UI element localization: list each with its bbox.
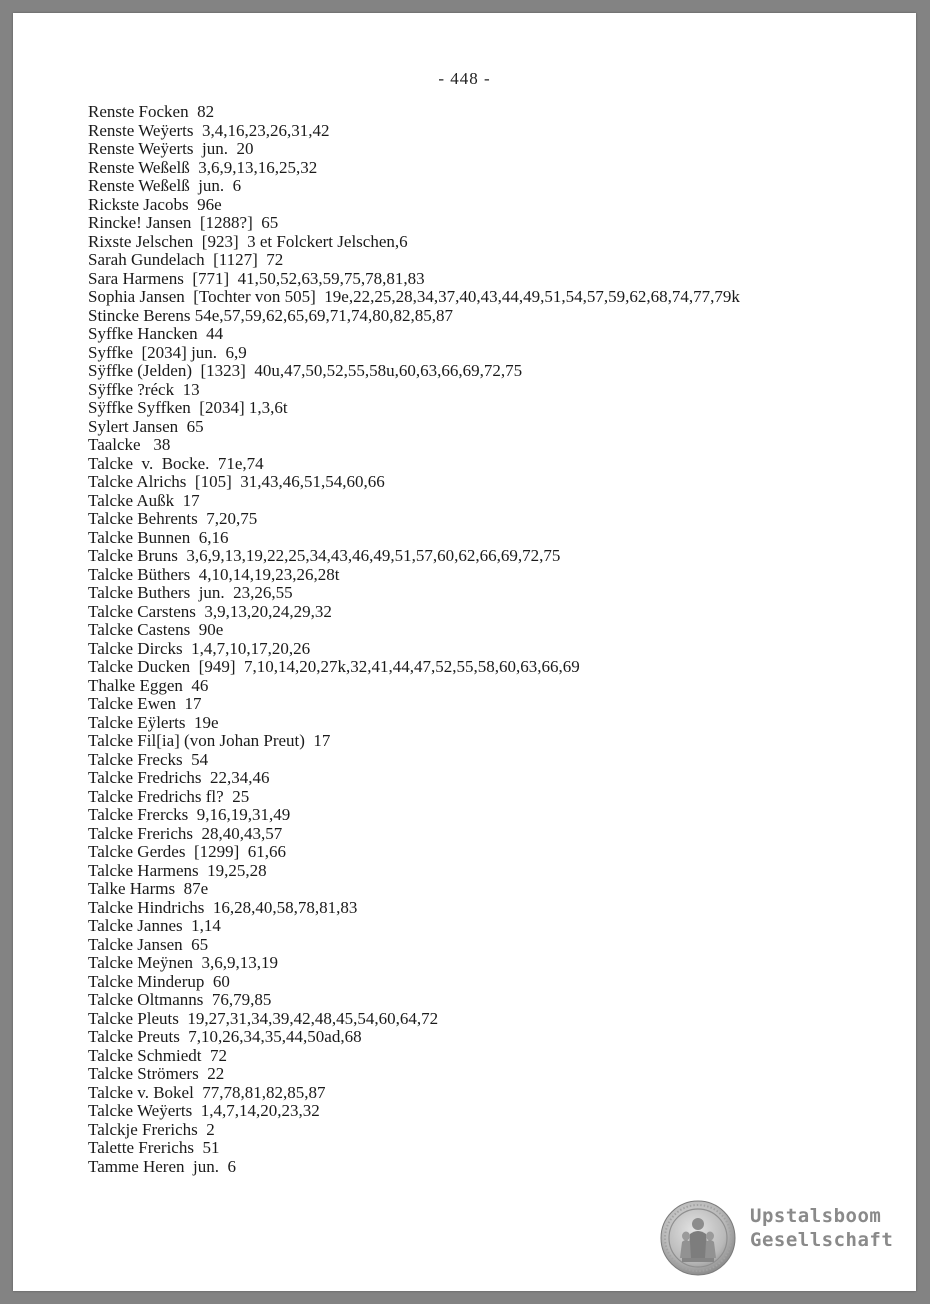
index-entry: Taalcke 38 — [88, 435, 171, 454]
index-entry: Sylert Jansen 65 — [88, 416, 204, 436]
logo-wordmark — [750, 1204, 893, 1252]
index-entry: Talcke Bruns 3,6,9,13,19,22,25,34,43,46,49,51,57,60,62,66,69,72,75 — [88, 546, 561, 565]
index-entry: Talcke Harmens 19,25,28 — [88, 860, 267, 880]
index-entry: Tamme Heren jun. 6 — [88, 1156, 236, 1176]
index-entry: Talcke Jansen 65 — [88, 934, 209, 954]
index-entry: Talcke Schmiedt 72 — [88, 1045, 228, 1065]
logo-line-1: Upstalsboom — [750, 1205, 882, 1227]
index-entry: Thalke Eggen 46 — [88, 675, 209, 695]
name-index-list — [88, 103, 740, 1176]
index-entry: Talcke Behrents 7,20,75 — [88, 509, 258, 528]
document-page — [13, 13, 916, 1291]
index-entry: Talcke Oltmanns 76,79,85 — [88, 990, 272, 1009]
index-entry: Talcke Ducken [949] 7,10,14,20,27k,32,41,44,47,52,55,58,60,63,66,69 — [88, 657, 580, 676]
index-entry: Talcke Eÿlerts 19e — [88, 712, 219, 732]
index-entry: Talcke Gerdes [1299] 61,66 — [88, 842, 287, 861]
index-entry: Syffke [2034] jun. 6,9 — [88, 342, 247, 362]
index-entry: Talcke Frerichs 28,40,43,57 — [88, 823, 283, 843]
index-entry: Talcke Ewen 17 — [88, 694, 202, 713]
index-entry: Stincke Berens 54e,57,59,62,65,69,71,74,80,82,85,87 — [88, 305, 453, 325]
index-entry: Renste Weÿerts 3,4,16,23,26,31,42 — [88, 120, 330, 140]
seal-icon — [660, 1200, 736, 1276]
index-entry: Sophia Jansen [Tochter von 505] 19e,22,25,28,34,37,40,43,44,49,51,54,57,59,62,68,74,77,79k — [88, 287, 740, 306]
index-entry: Sÿffke Syffken [2034] 1,3,6t — [88, 398, 288, 417]
index-entry: Talcke Pleuts 19,27,31,34,39,42,48,45,54,60,64,72 — [88, 1008, 439, 1028]
index-entry: Talke Harms 87e — [88, 879, 209, 898]
index-entry: Renste Weÿerts jun. 20 — [88, 139, 254, 158]
index-entry: Talcke Alrichs [105] 31,43,46,51,54,60,66 — [88, 472, 385, 491]
index-entry: Talckje Frerichs 2 — [88, 1119, 215, 1139]
index-entry: Sarah Gundelach [1127] 72 — [88, 250, 284, 269]
index-entry: Talcke Frecks 54 — [88, 749, 209, 769]
index-entry: Talcke Bunnen 6,16 — [88, 527, 229, 547]
index-entry: Talette Frerichs 51 — [88, 1138, 220, 1157]
page-number: - 448 - — [438, 69, 491, 88]
index-entry: Talcke Carstens 3,9,13,20,24,29,32 — [88, 601, 332, 621]
index-entry: Syffke Hancken 44 — [88, 324, 224, 343]
index-entry: Talcke Strömers 22 — [88, 1064, 225, 1083]
index-entry: Sÿffke (Jelden) [1323] 40u,47,50,52,55,58u,60,63,66,69,72,75 — [88, 361, 523, 380]
index-entry: Talcke Minderup 60 — [88, 971, 230, 991]
index-entry: Talcke Jannes 1,14 — [88, 916, 221, 935]
index-entry: Rickste Jacobs 96e — [88, 194, 222, 214]
publisher-logo — [660, 1200, 910, 1280]
index-entry: Talcke Frercks 9,16,19,31,49 — [88, 805, 291, 824]
index-entry: Renste Focken 82 — [88, 102, 215, 121]
index-entry: Talcke Weÿerts 1,4,7,14,20,23,32 — [88, 1101, 320, 1120]
index-entry: Sara Harmens [771] 41,50,52,63,59,75,78,81,83 — [88, 268, 425, 288]
index-entry: Talcke Fredrichs 22,34,46 — [88, 768, 270, 787]
index-entry: Talcke Dircks 1,4,7,10,17,20,26 — [88, 638, 311, 658]
index-entry: Talcke Castens 90e — [88, 620, 224, 639]
logo-line-2: Gesellschaft — [750, 1229, 894, 1251]
index-entry: Talcke Hindrichs 16,28,40,58,78,81,83 — [88, 897, 358, 917]
index-entry: Talcke Büthers 4,10,14,19,23,26,28t — [88, 564, 340, 584]
index-entry: Talcke Fil[ia] (von Johan Preut) 17 — [88, 731, 331, 750]
index-entry: Talcke Fredrichs fl? 25 — [88, 786, 250, 806]
index-entry: Sÿffke ?réck 13 — [88, 379, 200, 399]
index-entry: Talcke Preuts 7,10,26,34,35,44,50ad,68 — [88, 1027, 362, 1046]
index-entry: Talcke Buthers jun. 23,26,55 — [88, 583, 293, 602]
index-entry: Talcke Meÿnen 3,6,9,13,19 — [88, 953, 279, 972]
index-entry: Talcke v. Bocke. 71e,74 — [88, 453, 264, 473]
index-entry: Rixste Jelschen [923] 3 et Folckert Jelschen,6 — [88, 231, 408, 251]
index-entry: Talcke Außk 17 — [88, 490, 200, 510]
index-entry: Talcke v. Bokel 77,78,81,82,85,87 — [88, 1082, 326, 1102]
index-entry: Rincke! Jansen [1288?] 65 — [88, 213, 279, 232]
index-entry: Renste Weßelß jun. 6 — [88, 176, 242, 195]
index-entry: Renste Weßelß 3,6,9,13,16,25,32 — [88, 157, 318, 177]
